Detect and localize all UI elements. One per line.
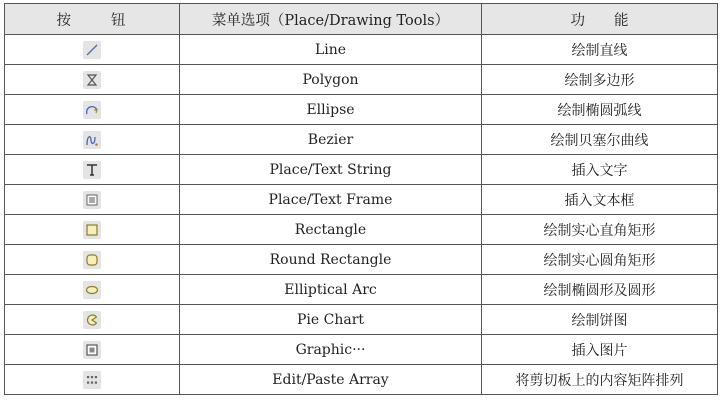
header-menu-option: 菜单选项（Place/Drawing Tools）	[180, 4, 482, 35]
graphic-icon[interactable]	[83, 341, 101, 359]
table-row	[5, 275, 718, 305]
menu-cell: Line	[180, 35, 482, 65]
rectangle-icon[interactable]	[83, 221, 101, 239]
text-string-icon[interactable]	[83, 161, 101, 179]
function-cell: 绘制椭圆形及圆形	[482, 275, 718, 305]
table-row	[5, 185, 718, 215]
menu-cell: Edit/Paste Array	[180, 365, 482, 395]
menu-cell: Ellipse	[180, 95, 482, 125]
bezier-icon[interactable]	[83, 131, 101, 149]
function-cell: 绘制饼图	[482, 305, 718, 335]
function-cell: 绘制直线	[482, 35, 718, 65]
table-row	[5, 155, 718, 185]
function-cell: 插入文字	[482, 155, 718, 185]
table-row	[5, 65, 718, 95]
menu-cell: Round Rectangle	[180, 245, 482, 275]
header-button-char-2: 钮	[111, 12, 128, 29]
table-row	[5, 335, 718, 365]
menu-cell: Pie Chart	[180, 305, 482, 335]
header-function: 功 能	[482, 4, 718, 35]
menu-cell: Polygon	[180, 65, 482, 95]
paste-array-icon[interactable]	[83, 371, 101, 389]
header-button-char-1: 按	[56, 12, 73, 29]
drawing-tools-table	[4, 3, 718, 395]
function-cell: 绘制贝塞尔曲线	[482, 125, 718, 155]
function-cell: 绘制椭圆弧线	[482, 95, 718, 125]
menu-cell: Place/Text Frame	[180, 185, 482, 215]
function-cell: 绘制实心直角矩形	[482, 215, 718, 245]
elliptical-arc-icon[interactable]	[83, 281, 101, 299]
polygon-icon[interactable]	[83, 71, 101, 89]
table-row	[5, 305, 718, 335]
round-rectangle-icon[interactable]	[83, 251, 101, 269]
function-cell: 绘制多边形	[482, 65, 718, 95]
table-row	[5, 125, 718, 155]
header-row	[5, 4, 718, 35]
function-cell: 将剪切板上的内容矩阵排列	[482, 365, 718, 395]
menu-cell: Place/Text String	[180, 155, 482, 185]
menu-cell: Bezier	[180, 125, 482, 155]
text-frame-icon[interactable]	[83, 191, 101, 209]
function-cell: 插入文本框	[482, 185, 718, 215]
pie-chart-icon[interactable]	[83, 311, 101, 329]
menu-cell: Elliptical Arc	[180, 275, 482, 305]
menu-cell: Rectangle	[180, 215, 482, 245]
function-cell: 插入图片	[482, 335, 718, 365]
table-row	[5, 365, 718, 395]
table-row	[5, 245, 718, 275]
function-cell: 绘制实心圆角矩形	[482, 245, 718, 275]
line-icon[interactable]	[83, 41, 101, 59]
menu-cell: Graphic···	[180, 335, 482, 365]
ellipse-arc-icon[interactable]	[83, 101, 101, 119]
table-row	[5, 35, 718, 65]
header-button	[5, 4, 180, 35]
table-row	[5, 215, 718, 245]
table-row	[5, 95, 718, 125]
